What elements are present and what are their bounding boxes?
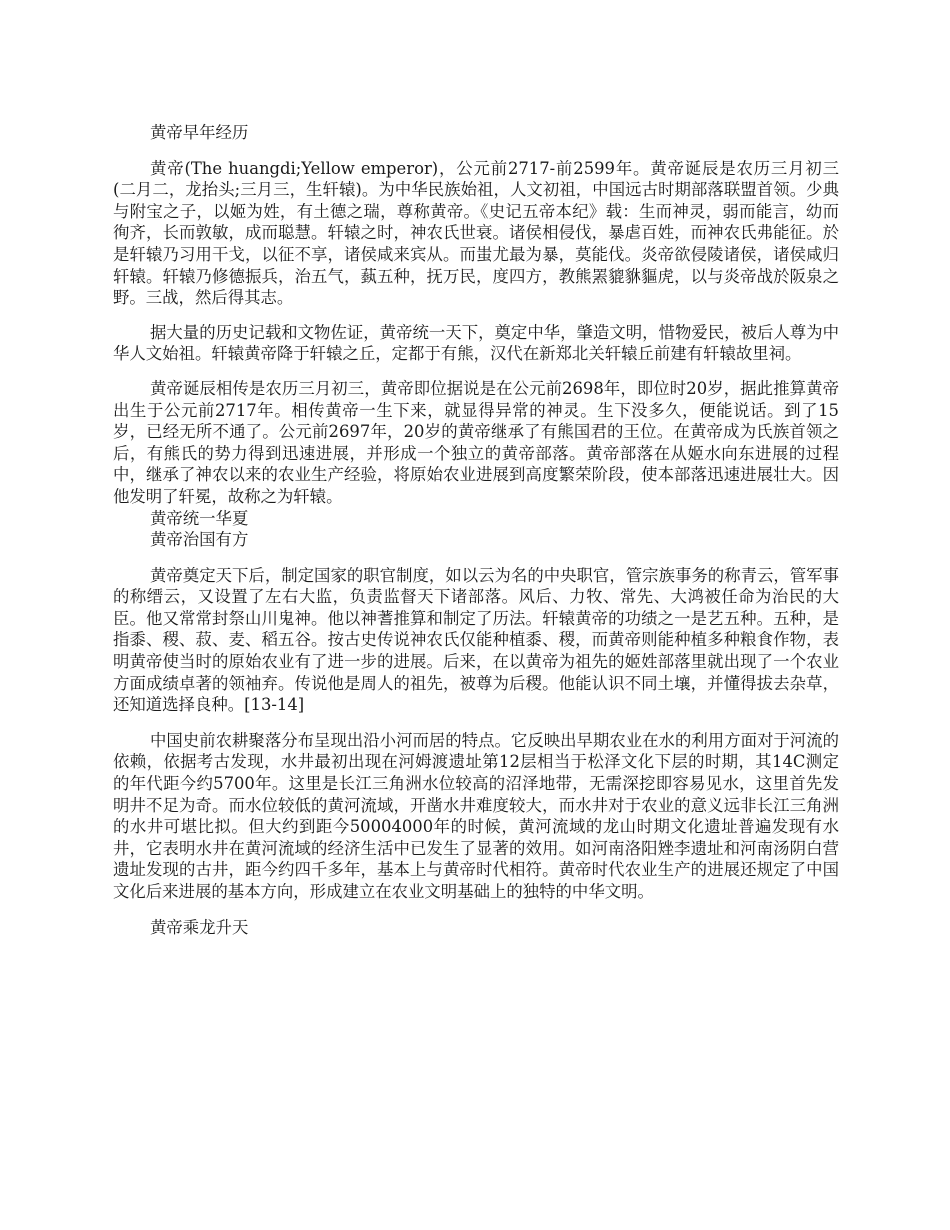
paragraph-birth: 黄帝诞辰相传是农历三月初三，黄帝即位据说是在公元前2698年，即位时20岁，据此推算黄帝出生于公元前2717年。相传黄帝一生下来，就显得异常的神灵。生下没多久，便能说话。到了15岁，已经无所不通了。公元前2697年，20岁的黄帝继承了有熊国君的王位。在黄帝成为氏族首领之后，有熊氏的势力得到迅速进展，并形成一个独立的黄帝部落。黄帝部落在从姬水向东进展的过程中，继承了神农以来的农业生产经验，将原始农业进展到高度繁荣阶段，使本部落迅速进展壮大。因他发明了轩冕，故称之为轩辕。 — [113, 378, 839, 506]
paragraph-founder: 据大量的历史记载和文物佐证，黄帝统一天下，奠定中华，肇造文明，惜物爱民，被后人尊为中华人文始祖。轩辕黄帝降于轩辕之丘，定都于有熊，汉代在新郑北关轩辕丘前建有轩辕故里祠。 — [113, 322, 839, 364]
paragraph-governance: 黄帝奠定天下后，制定国家的职官制度，如以云为名的中央职官，管宗族事务的称青云，管军事的称缙云，又设置了左右大监，负责监督天下诸部落。风后、力牧、常先、大鸿被任命为治民的大臣。他又常常封祭山川鬼神。他以神蓍推算和制定了历法。轩辕黄帝的功绩之一是艺五种。五种，是指黍、稷、菽、麦、稻五谷。按古史传说神农氏仅能种植黍、稷，而黄帝则能种植多种粮食作物，表明黄帝使当时的原始农业有了进一步的进展。后来，在以黄帝为祖先的姬姓部落里就出现了一个农业方面成绩卓著的领袖弃。传说他是周人的祖先，被尊为后稷。他能认识不同土壤，并懂得拔去杂草，还知道选择良种。[13-14] — [113, 565, 839, 715]
section-heading-govern: 黄帝治国有方 — [150, 530, 249, 550]
paragraph-intro: 黄帝(The huangdi;Yellow emperor)，公元前2717-前2599年。黄帝诞辰是农历三月初三(二月二，龙抬头;三月三，生轩辕)。为中华民族始祖，人文初祖，中国远古时期部落联盟首领。少典与附宝之子，以姬为姓，有土德之瑞，尊称黄帝。《史记五帝本纪》载：生而神灵，弱而能言，幼而徇齐，长而敦敏，成而聪慧。轩辕之时，神农氏世衰。诸侯相侵伐，暴虐百姓，而神农氏弗能征。於是轩辕乃习用干戈，以征不享，诸侯咸来宾从。而蚩尤最为暴，莫能伐。炎帝欲侵陵诸侯，诸侯咸归轩辕。轩辕乃修德振兵，治五气，蓺五种，抚万民，度四方，教熊罴貔貅貙虎，以与炎帝战於阪泉之野。三战，然后得其志。 — [113, 158, 839, 308]
section-heading-unify: 黄帝统一华夏 — [150, 508, 249, 528]
section-heading-early-life: 黄帝早年经历 — [150, 123, 249, 142]
section-heading-ascension: 黄帝乘龙升天 — [150, 917, 249, 937]
document-body — [113, 122, 839, 938]
paragraph-agriculture: 中国史前农耕聚落分布呈现出沿小河而居的特点。它反映出早期农业在水的利用方面对于河流的依赖，依据考古发现，水井最初出现在河姆渡遗址第12层相当于松泽文化下层的时期，其14C测定的年代距今约5700年。这里是长江三角洲水位较高的沼泽地带，无需深挖即容易见水，这里首先发明井不足为奇。而水位较低的黄河流域，开凿水井难度较大，而水井对于农业的意义远非长江三角洲的水井可堪比拟。但大约到距今50004000年的时候，黄河流域的龙山时期文化遗址普遍发现有水井，它表明水井在黄河流域的经济生活中已发生了显著的效用。如河南洛阳矬李遗址和河南汤阴白营遗址发现的古井，距今约四千多年，基本上与黄帝时代相符。黄帝时代农业生产的进展还规定了中国文化后来进展的基本方向，形成建立在农业文明基础上的独特的中华文明。 — [113, 730, 839, 901]
